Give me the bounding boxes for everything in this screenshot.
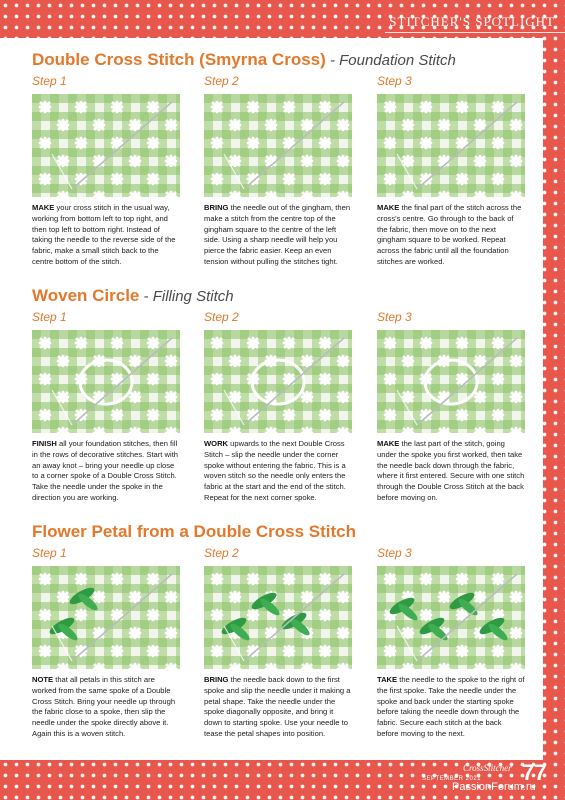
step-card: [377, 74, 525, 268]
step-card: [32, 310, 180, 504]
section-title-main: Flower Petal from a Double Cross Stitch: [32, 522, 357, 541]
step-card: [204, 74, 352, 268]
step-text: your cross stitch in the usual way, working from bottom left to top right, and then top left to bottom right. Instead of taking the needle to the reverse side of the fabric, make a small stitch back to the centre bottom of the stitch.: [32, 203, 176, 266]
embroidery-photo-graphic: [204, 566, 352, 669]
step-description: [377, 675, 525, 740]
step-description: [204, 203, 352, 268]
step-card: [204, 310, 352, 504]
step-description: [32, 439, 180, 504]
step-label: Step 3: [377, 74, 412, 88]
step-label: Step 2: [204, 74, 239, 88]
section-title-main: Double Cross Stitch (Smyrna Cross): [32, 50, 326, 69]
step-lead-word: BRING: [204, 675, 229, 684]
page-content: [0, 38, 543, 760]
embroidery-photo-graphic: [204, 94, 352, 197]
section-title: [32, 522, 542, 542]
step-photo: [377, 330, 525, 433]
step-description: [204, 439, 352, 504]
step-lead-word: WORK: [204, 439, 229, 448]
section-flower-petal: [32, 522, 542, 542]
section-woven-circle: [32, 286, 542, 306]
page-number: 77: [522, 760, 547, 785]
step-lead-word: TAKE: [377, 675, 398, 684]
issue-date: SEPTEMBER 2021: [422, 776, 482, 782]
step-label: Step 2: [204, 310, 239, 324]
step-label: Step 1: [32, 74, 67, 88]
step-card: [32, 74, 180, 268]
step-text: that all petals in this stitch are worked from the same spoke of a Double Cross Stitch. Bring your needle up through the fabric close to a spoke, then slip the needle under the spoke directly above it. Again this is a woven stitch.: [32, 675, 176, 738]
step-photo: [204, 330, 352, 433]
step-lead-word: NOTE: [32, 675, 54, 684]
step-text: the final part of the stitch across the cross's centre. Go through to the back of the fabric, then move on to the next gingham square to be worked. Repeat across the fabric until all the foundation stitches are worked.: [377, 203, 522, 266]
step-text: the needle back down to the first spoke and slip the needle under it making a petal shape. Take the needle under the spoke diagonally opposite, and bring it down to starting spoke. Use your needle to tease the petal shapes into position.: [204, 675, 351, 738]
step-label: Step 1: [32, 546, 67, 560]
step-card: [32, 546, 180, 740]
step-lead-word: MAKE: [32, 203, 55, 212]
step-lead-word: MAKE: [377, 439, 400, 448]
step-photo: [377, 566, 525, 669]
section-title-main: Woven Circle: [32, 286, 140, 305]
step-card: [377, 310, 525, 504]
step-label: Step 2: [204, 546, 239, 560]
step-photo: [32, 94, 180, 197]
embroidery-photo-graphic: [377, 330, 525, 433]
embroidery-photo-graphic: [32, 566, 180, 669]
step-description: [204, 675, 352, 740]
step-text: the last part of the stitch, going under the spoke you first worked, then take the needle back down through the fabric, where it first entered. Secure with one stitch through the Double Cross Stitch at the back before moving on.: [377, 439, 525, 502]
embroidery-photo-graphic: [32, 94, 180, 197]
embroidery-photo-graphic: [204, 330, 352, 433]
section-header-label: STITCHER'S SPOTLIGHT: [389, 14, 555, 29]
step-text: upwards to the next Double Cross Stitch – slip the needle under the corner spoke without entering the fabric. This is a woven stitch so the needle only enters the fabric at the start and the end of the stitch. Repeat for the next corner spoke.: [204, 439, 346, 502]
watermark: PassionForum.ru: [452, 781, 536, 793]
step-photo: [204, 566, 352, 669]
section-title: [32, 286, 542, 306]
step-description: [32, 203, 180, 268]
section-subtitle: - Filling Stitch: [139, 288, 234, 305]
step-card: [204, 546, 352, 740]
embroidery-photo-graphic: [377, 94, 525, 197]
step-card: [377, 546, 525, 740]
step-photo: [32, 330, 180, 433]
section-subtitle: - Foundation Stitch: [325, 52, 456, 69]
step-photo: [377, 94, 525, 197]
step-description: [32, 675, 180, 740]
step-label: Step 3: [377, 546, 412, 560]
header-divider: [385, 32, 565, 33]
section-double-cross: [32, 50, 542, 70]
step-label: Step 3: [377, 310, 412, 324]
magazine-brand: CrossStitcher: [463, 763, 512, 773]
step-text: the needle out of the gingham, then make a stitch from the centre top of the gingham square to the centre of the left side. Using a sharp needle will help you pierce the fabric easier. Keep an even tension without pulling the stitches tight.: [204, 203, 351, 266]
step-description: [377, 203, 525, 268]
step-text: the needle to the spoke to the right of the first spoke. Take the needle under the spoke and back under the starting spoke before taking the needle down through the fabric. Secure each stitch at the back before moving to the next.: [377, 675, 525, 738]
step-text: all your foundation stitches, then fill in the rows of decorative stitches. Start with an away knot – bring your needle up close to a corner spoke of a Double Cross Stitch. Take the needle under the spoke in the direction you are working.: [32, 439, 179, 502]
step-lead-word: FINISH: [32, 439, 57, 448]
section-title: [32, 50, 542, 70]
step-label: Step 1: [32, 310, 67, 324]
step-lead-word: MAKE: [377, 203, 400, 212]
step-description: [377, 439, 525, 504]
step-photo: [32, 566, 180, 669]
embroidery-photo-graphic: [32, 330, 180, 433]
embroidery-photo-graphic: [377, 566, 525, 669]
step-lead-word: BRING: [204, 203, 229, 212]
step-photo: [204, 94, 352, 197]
